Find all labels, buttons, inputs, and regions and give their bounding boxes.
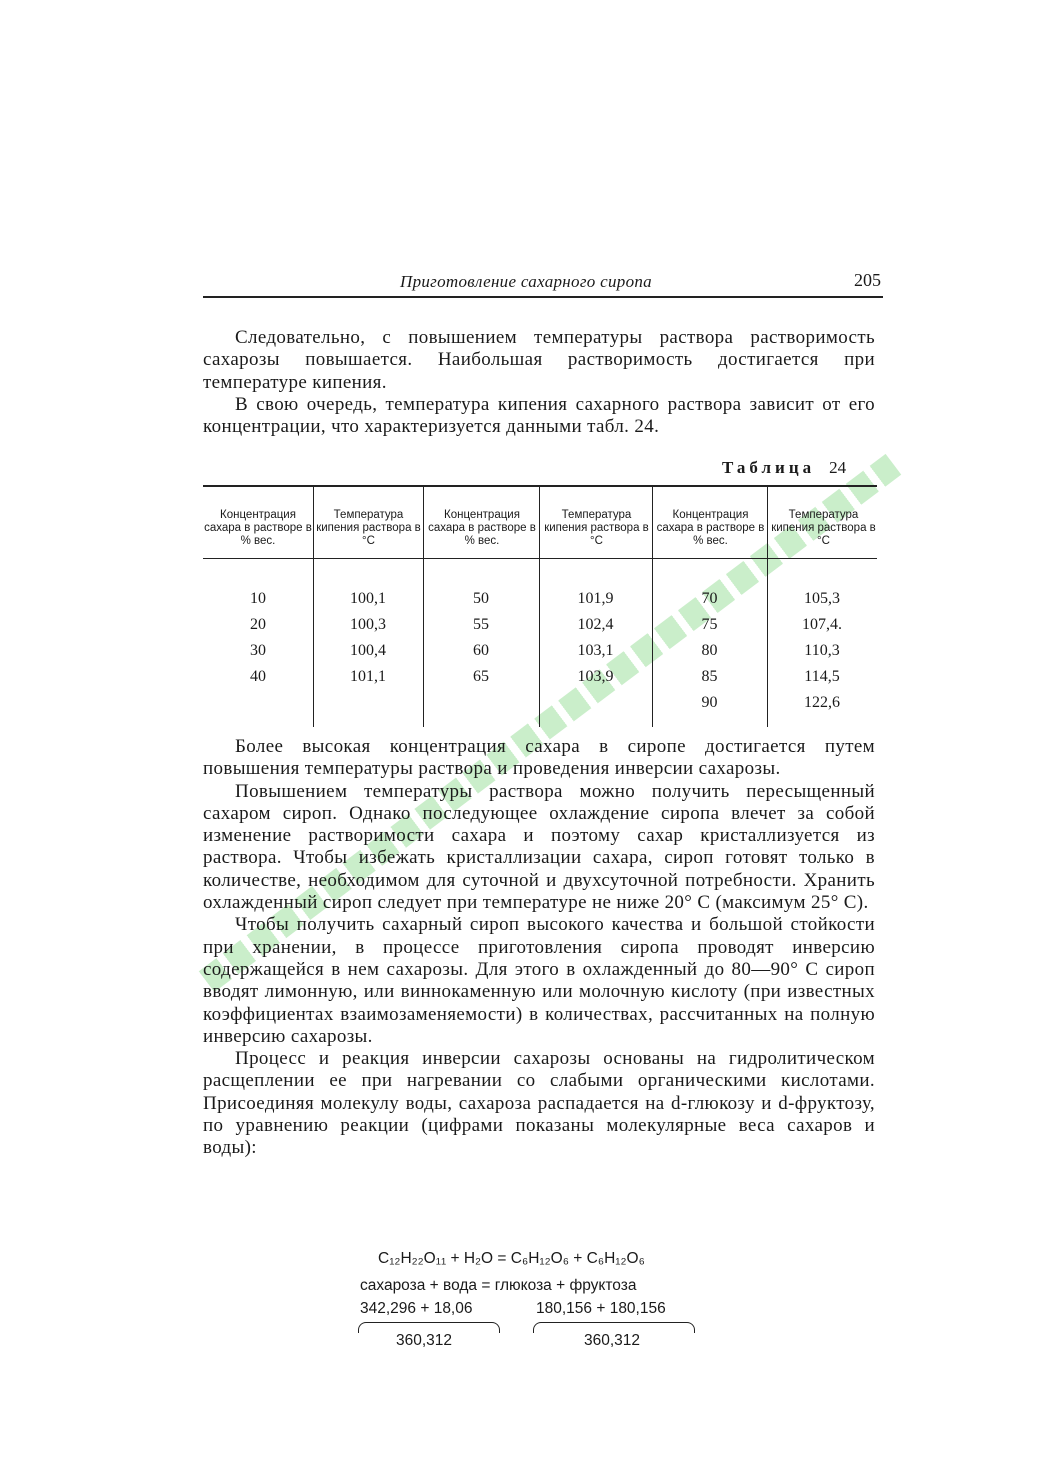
table-top-rule [203,485,877,487]
table-cell: 50 [473,590,489,607]
table-cell: 105,3 [804,590,840,607]
table-caption-number: 24 [829,458,847,477]
text-block-bottom [203,736,875,1160]
paragraph: Следовательно, с повышением температуры раствора растворимость сахарозы повышается. Наибольшая растворимость достигается при температуре кипения. [203,327,875,393]
table-header-cell: Температура кипения раствора в °С [771,509,876,547]
table-header-cell: Температура кипения раствора в °С [544,509,649,547]
table-cell: 110,3 [804,642,840,659]
text-block-top [203,327,875,438]
table-cell: 101,1 [350,668,386,685]
table-cell: 80 [701,642,718,659]
table-cell: 114,5 [804,668,840,685]
table-cell: 101,9 [577,590,614,607]
table-header-cell: Температура кипения раствора в °С [316,509,421,547]
table-cell: 122,6 [804,694,840,711]
table-cell: 85 [701,668,718,685]
paragraph: Процесс и реакция инверсии сахарозы основаны на гидролитическом расщеплении ее при нагревании со слабыми органическими кислотами. Присоединяя молекулу воды, сахароза распадается на d-глюкозу и d-фруктозу, по уравнению реакции (цифрами показаны молекулярные веса сахаров и воды): [203,1048,875,1159]
table-header-rule [203,558,877,559]
paragraph: Более высокая концентрация сахара в сиропе достигается путем повышения температуры раствора и проведения инверсии сахарозы. [203,736,875,780]
table-cell: 55 [473,616,489,633]
data-table [203,485,877,727]
table-caption-word: Таблица [722,458,816,477]
page-number: 205 [854,270,881,290]
paragraph: Чтобы получить сахарный сироп высокого качества и большой стойкости при хранении, в процессе приготовления сиропа проводят инверсию содержащейся в нем сахарозы. Для этого в охлажденный до 80—90° С сироп вводят лимонную, или виннокаменную или молочную кислоту (при известных коэффициентах взаимозаменяемости) в количествах, рассчитанных на полную инверсию сахарозы. [203,914,875,1047]
table-cell: 10 [250,590,266,607]
table-cell: 60 [473,642,489,659]
table-cell: 102,4 [577,616,614,633]
table-cell: 65 [473,668,489,685]
equation-words-line: сахароза + вода = глюкоза + фруктоза [360,1277,637,1294]
equation-formula-line: C₁₂H₂₂O₁₁ + H₂O = C₆H₁₂O₆ + C₆H₁₂O₆ [378,1250,645,1267]
equation-right-sum: 360,312 [584,1332,641,1349]
table-header-cell: Концентрация сахара в растворе в % вес. [656,509,765,547]
table-cell: 75 [701,616,718,633]
table-cell: 103,9 [577,668,614,685]
table-cell: 90 [701,694,718,711]
table-cell: 100,4 [350,642,386,659]
running-title: Приготовление сахарного сиропа [400,272,652,291]
table-cell: 103,1 [577,642,614,659]
table-cell: 100,1 [350,590,386,607]
table-header-cell: Концентрация сахара в растворе в % вес. [428,509,536,547]
equation-left-terms: 342,296 + 18,06 [360,1300,473,1317]
table-cell: 30 [250,642,266,659]
paragraph: Повышением температуры раствора можно получить пересыщенный сахаром сироп. Однако последующее охлаждение сиропа влечет за собой изменение растворимости сахара и поэтому сахар кристаллизуется из раствора. Чтобы избежать кристаллизации сахара, сироп готовят только в количестве, необходимом для суточной и двухсуточной потребности. Хранить охлажденный сироп следует при температуре не ниже 20° С (максимум 25° С). [203,780,875,914]
table-cell: 107,4. [802,616,842,633]
paragraph: В свою очередь, температура кипения сахарного раствора зависит от его концентрации, что характеризуется данными табл. 24. [203,393,875,438]
table-cell: 20 [250,616,266,633]
table-cell: 100,3 [350,616,386,633]
table-cell: 40 [250,668,266,685]
table-header-cell: Концентрация сахара в растворе в % вес. [204,509,312,547]
table-cell: 70 [701,590,718,607]
running-head [203,270,883,298]
table-caption [722,458,846,478]
equation-right-terms: 180,156 + 180,156 [536,1300,666,1317]
equation-left-sum: 360,312 [396,1332,453,1349]
